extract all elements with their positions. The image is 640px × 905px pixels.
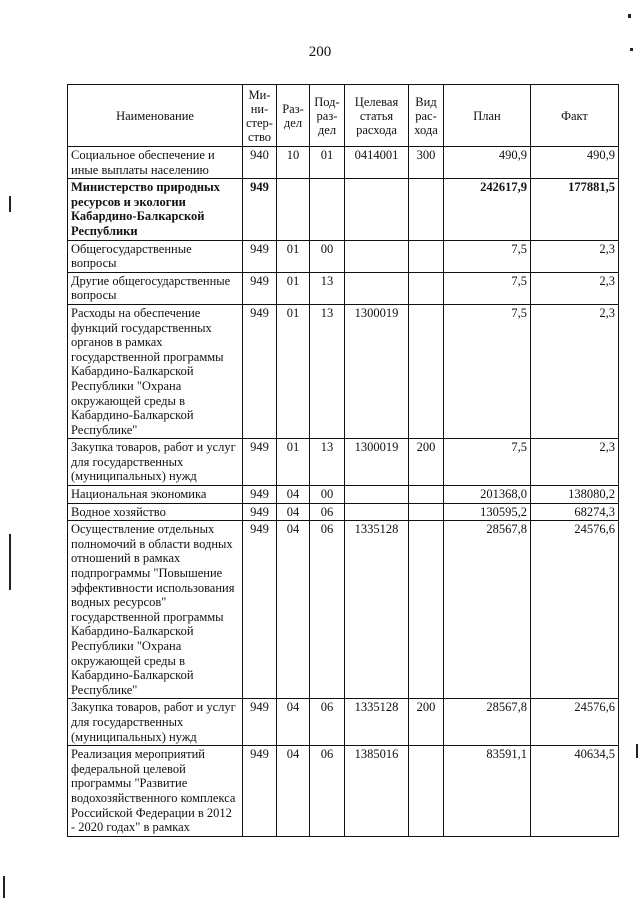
- cell-type: [409, 304, 444, 438]
- header-ministry-label: Ми- ни- стер- ство: [246, 87, 273, 144]
- header-fact-label: Факт: [561, 108, 588, 123]
- header-name-label: Наименование: [116, 108, 194, 123]
- cell-plan: 83591,1: [444, 746, 531, 837]
- cell-plan: 201368,0: [444, 486, 531, 504]
- cell-plan: 28567,8: [444, 521, 531, 699]
- cell-type: [409, 503, 444, 521]
- cell-fact: 2,3: [531, 240, 619, 272]
- cell-ministry: 949: [243, 272, 277, 304]
- header-plan: [444, 85, 531, 147]
- cell-ministry: 940: [243, 147, 277, 179]
- cell-section: 04: [277, 521, 310, 699]
- cell-subsection: 13: [310, 272, 345, 304]
- cell-ministry: 949: [243, 240, 277, 272]
- cell-section: 04: [277, 746, 310, 837]
- cell-type: 300: [409, 147, 444, 179]
- cell-subsection: 00: [310, 240, 345, 272]
- cell-subsection: [310, 179, 345, 240]
- header-name: [68, 85, 243, 147]
- cell-section: 01: [277, 304, 310, 438]
- header-section: [277, 85, 310, 147]
- cell-fact: 40634,5: [531, 746, 619, 837]
- page-number: 200: [308, 44, 332, 60]
- cell-fact: 2,3: [531, 272, 619, 304]
- cell-type: [409, 746, 444, 837]
- cell-fact: 177881,5: [531, 179, 619, 240]
- table-row: [68, 503, 619, 521]
- cell-target: [345, 486, 409, 504]
- cell-section: 01: [277, 439, 310, 486]
- cell-target: 1300019: [345, 439, 409, 486]
- cell-type: [409, 486, 444, 504]
- cell-name: Национальная экономика: [68, 486, 243, 504]
- cell-target: 1300019: [345, 304, 409, 438]
- cell-ministry: 949: [243, 304, 277, 438]
- cell-target: [345, 240, 409, 272]
- header-ministry: [243, 85, 277, 147]
- scan-mark: [630, 48, 633, 51]
- cell-plan: 28567,8: [444, 699, 531, 746]
- cell-fact: 68274,3: [531, 503, 619, 521]
- scan-mark: [628, 14, 631, 18]
- cell-fact: 24576,6: [531, 521, 619, 699]
- cell-section: 04: [277, 503, 310, 521]
- cell-name: Водное хозяйство: [68, 503, 243, 521]
- cell-fact: 2,3: [531, 304, 619, 438]
- cell-name: Закупка товаров, работ и услуг для государственных (муниципальных) нужд: [68, 699, 243, 746]
- cell-name: Расходы на обеспечение функций государственных органов в рамках государственной программы Кабардино-Балкарской Республики "Охрана окружающей среды в Кабардино-Балкарской Республике": [68, 304, 243, 438]
- header-subsection-label: Под- раз- дел: [314, 94, 340, 137]
- cell-subsection: 01: [310, 147, 345, 179]
- table-row: [68, 147, 619, 179]
- cell-ministry: 949: [243, 699, 277, 746]
- cell-plan: 490,9: [444, 147, 531, 179]
- cell-plan: 7,5: [444, 304, 531, 438]
- cell-fact: 138080,2: [531, 486, 619, 504]
- table-row: [68, 521, 619, 699]
- cell-plan: 7,5: [444, 240, 531, 272]
- budget-table: [67, 84, 619, 837]
- cell-subsection: 00: [310, 486, 345, 504]
- cell-name: Другие общегосударственные вопросы: [68, 272, 243, 304]
- table-row: [68, 304, 619, 438]
- header-section-label: Раз- дел: [282, 101, 304, 130]
- cell-section: 04: [277, 486, 310, 504]
- cell-ministry: 949: [243, 179, 277, 240]
- cell-target: 1335128: [345, 521, 409, 699]
- cell-section: 10: [277, 147, 310, 179]
- cell-subsection: 06: [310, 699, 345, 746]
- cell-target: [345, 503, 409, 521]
- cell-ministry: 949: [243, 521, 277, 699]
- cell-subsection: 06: [310, 503, 345, 521]
- cell-plan: 130595,2: [444, 503, 531, 521]
- cell-section: 04: [277, 699, 310, 746]
- header-fact: [531, 85, 619, 147]
- cell-type: 200: [409, 439, 444, 486]
- scan-mark: [9, 196, 11, 212]
- table-row: [68, 179, 619, 240]
- header-type-label: Вид рас- хода: [414, 94, 438, 137]
- cell-target: 1385016: [345, 746, 409, 837]
- table-row: [68, 699, 619, 746]
- cell-subsection: 13: [310, 439, 345, 486]
- header-target-label: Целевая статья расхода: [354, 94, 399, 137]
- cell-name: Министерство природных ресурсов и экологии Кабардино-Балкарской Республики: [68, 179, 243, 240]
- cell-target: [345, 272, 409, 304]
- cell-name: Закупка товаров, работ и услуг для государственных (муниципальных) нужд: [68, 439, 243, 486]
- cell-name: Реализация мероприятий федеральной целевой программы "Развитие водохозяйственного комплекса Российской Федерации в 2012 - 2020 годах" в рамках: [68, 746, 243, 837]
- cell-type: [409, 179, 444, 240]
- cell-fact: 24576,6: [531, 699, 619, 746]
- header-type: [409, 85, 444, 147]
- table-header-row: [68, 85, 619, 147]
- table-row: [68, 486, 619, 504]
- cell-section: 01: [277, 272, 310, 304]
- cell-plan: 7,5: [444, 272, 531, 304]
- cell-ministry: 949: [243, 746, 277, 837]
- cell-name: Осуществление отдельных полномочий в области водных отношений в рамках подпрограммы "Повышение эффективности использования водных ресурсов" государственной программы Кабардино-Балкарской Республики "Охрана окружающей среды в Кабардино-Балкарской Республике": [68, 521, 243, 699]
- cell-subsection: 06: [310, 521, 345, 699]
- header-target: [345, 85, 409, 147]
- cell-subsection: 13: [310, 304, 345, 438]
- cell-target: 1335128: [345, 699, 409, 746]
- scan-mark: [636, 744, 638, 758]
- cell-name: Общегосударственные вопросы: [68, 240, 243, 272]
- cell-type: 200: [409, 699, 444, 746]
- cell-target: [345, 179, 409, 240]
- cell-ministry: 949: [243, 503, 277, 521]
- cell-type: [409, 272, 444, 304]
- cell-fact: 490,9: [531, 147, 619, 179]
- cell-ministry: 949: [243, 439, 277, 486]
- cell-section: 01: [277, 240, 310, 272]
- cell-name: Социальное обеспечение и иные выплаты населению: [68, 147, 243, 179]
- cell-plan: 242617,9: [444, 179, 531, 240]
- cell-type: [409, 240, 444, 272]
- table-row: [68, 272, 619, 304]
- scan-mark: [3, 876, 5, 898]
- table-row: [68, 240, 619, 272]
- table-row: [68, 439, 619, 486]
- scan-mark: [9, 534, 11, 590]
- cell-fact: 2,3: [531, 439, 619, 486]
- cell-section: [277, 179, 310, 240]
- cell-plan: 7,5: [444, 439, 531, 486]
- header-plan-label: План: [473, 108, 501, 123]
- cell-target: 0414001: [345, 147, 409, 179]
- header-subsection: [310, 85, 345, 147]
- cell-ministry: 949: [243, 486, 277, 504]
- cell-subsection: 06: [310, 746, 345, 837]
- cell-type: [409, 521, 444, 699]
- table-row: [68, 746, 619, 837]
